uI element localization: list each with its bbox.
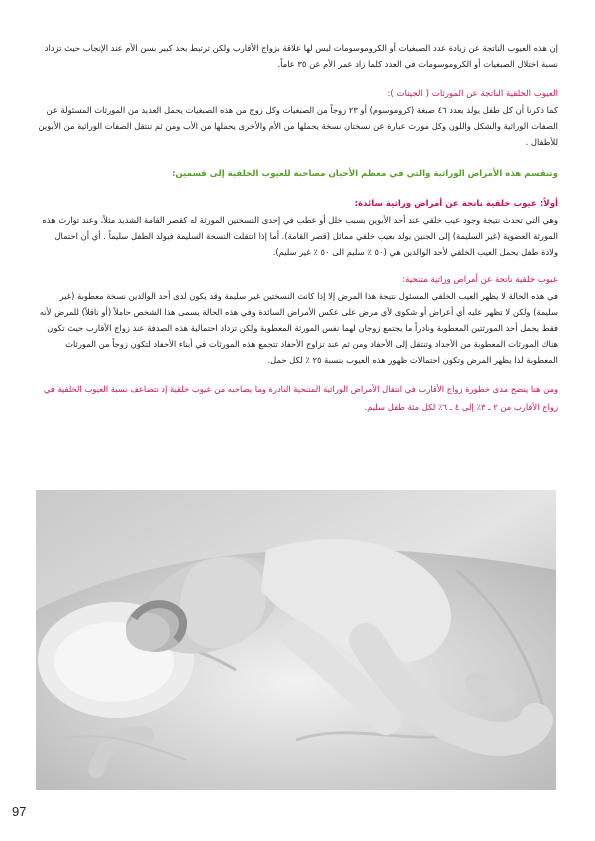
dominant-heading: أولاً: عيوب خلقية ناتجة عن أمراض وراثية سائدة: [354,199,558,209]
sleeping-woman-photo [36,490,556,790]
photo-illustration [36,490,556,790]
text-column [36,40,558,416]
intro-paragraph: إن هذه العيوب الناتجة عن زيادة عدد الصبغيات أو الكروموسومات ليس لها علاقة بزواج الأقارب ولكن ترتبط بحد كبير بسن الأم عند الإنجاب حيث تزداد نسبة اختلال الصبغيات أو الكروموسومات في العدد كلما زاد عمر الأم عن ٣٥ عاماً. [44,43,558,69]
dominant-paragraph: وهي التي تحدث نتيجة وجود عيب خلقي عند أحد الأبوين بسبب خلل أو عطب في إحدى النسختين المورثة له كقصر القامة الشديد مثلاً، وعند توارث هذه المورثة العضوية (غير السليمة) إلى الجنين يولد بعيب خلقي مماثل (قصر القامة). أما إذا انتقلت النسخة السليمة فيولد الطفل سليماً . أي أن احتمال ولادة طفل يحمل العيب الخلقي لأحد الوالدين هي (٥٠ ٪ سليم الى ٥٠ ٪ غير سليم). [42,215,558,257]
closing-paragraph: ومن هنا يتضح مدى خطورة زواج الأقارب في انتقال الأمراض الوراثية المتنحية النادرة وما يصاحبه من عيوب خلقية إذ تتضاعف نسبة العيوب الخلقية في زواج الأقارب من ٢ ـ ٣٪ إلى ٤ ـ ٦٪ لكل مئة طفل سليم. [43,384,558,412]
recessive-paragraph: في هذه الحالة لا يظهر العيب الخلقي المسئول نتيجة هذا المرض إلا إذا كانت النسختين غير سليمة وقد يكون لدى أحد الوالدين نسخة معطوبة (غير سليمة) ولكن لا تظهر عليه أي أعراض أو شكوى لأي مرض على عكس الأمراض السائدة وفي هذه الحالة يسمى هذا الشخص حاملاً (أو ناقلاً) للمرض لأنه فقط يحمل أحد المورثتين المعطوبة ونادراً ما يجتمع زوجان لهما نفس المورثة المعطوبة ولكن تزداد احتمالية هذه الصدفة عند زواج الأقارب حيث تكون هناك المورثات المعطوبة من الأجداد وتنتقل إلى الأحفاد ومن ثم عند تزاوج الأحفاد تتجمع هذه المورثات في أبناء الأحفاد لتكون زوجاً من المورثات المعطوبة لذا يظهر المرض وتكون احتمالات ظهور هذه العيوب بنسبة ٢٥ ٪ لكل حمل. [39,291,558,365]
page-number: 97 [12,804,27,819]
section-heading-genes: العيوب الخلقية الناتجة عن المورثات ( الجينات ): [387,89,558,99]
division-heading: وتنقسم هذه الأمراض الوراثية والتي في معظم الأحيان مصاحبة للعيوب الخلقية إلى قسمين: [172,169,558,179]
recessive-heading: عيوب خلقية ناتجة عن أمراض وراثية متنحية: [402,275,558,285]
genes-paragraph: كما ذكرنا أن كل طفل يولد بعدد ٤٦ صبغة (كروموسوم) أو ٢٣ زوجاً من الصبغيات وكل زوج من هذه الصبغيات يحمل العديد من المورثات المسئولة عن الصفات الوراثية والشكل واللون وكل مورث عبارة عن نسختان نسخة يحملها من الأم والأخرى يحملها من الأب ومن ثم تنتقل الصفات الوراثية من الأبوين للأطفال . [38,105,558,147]
